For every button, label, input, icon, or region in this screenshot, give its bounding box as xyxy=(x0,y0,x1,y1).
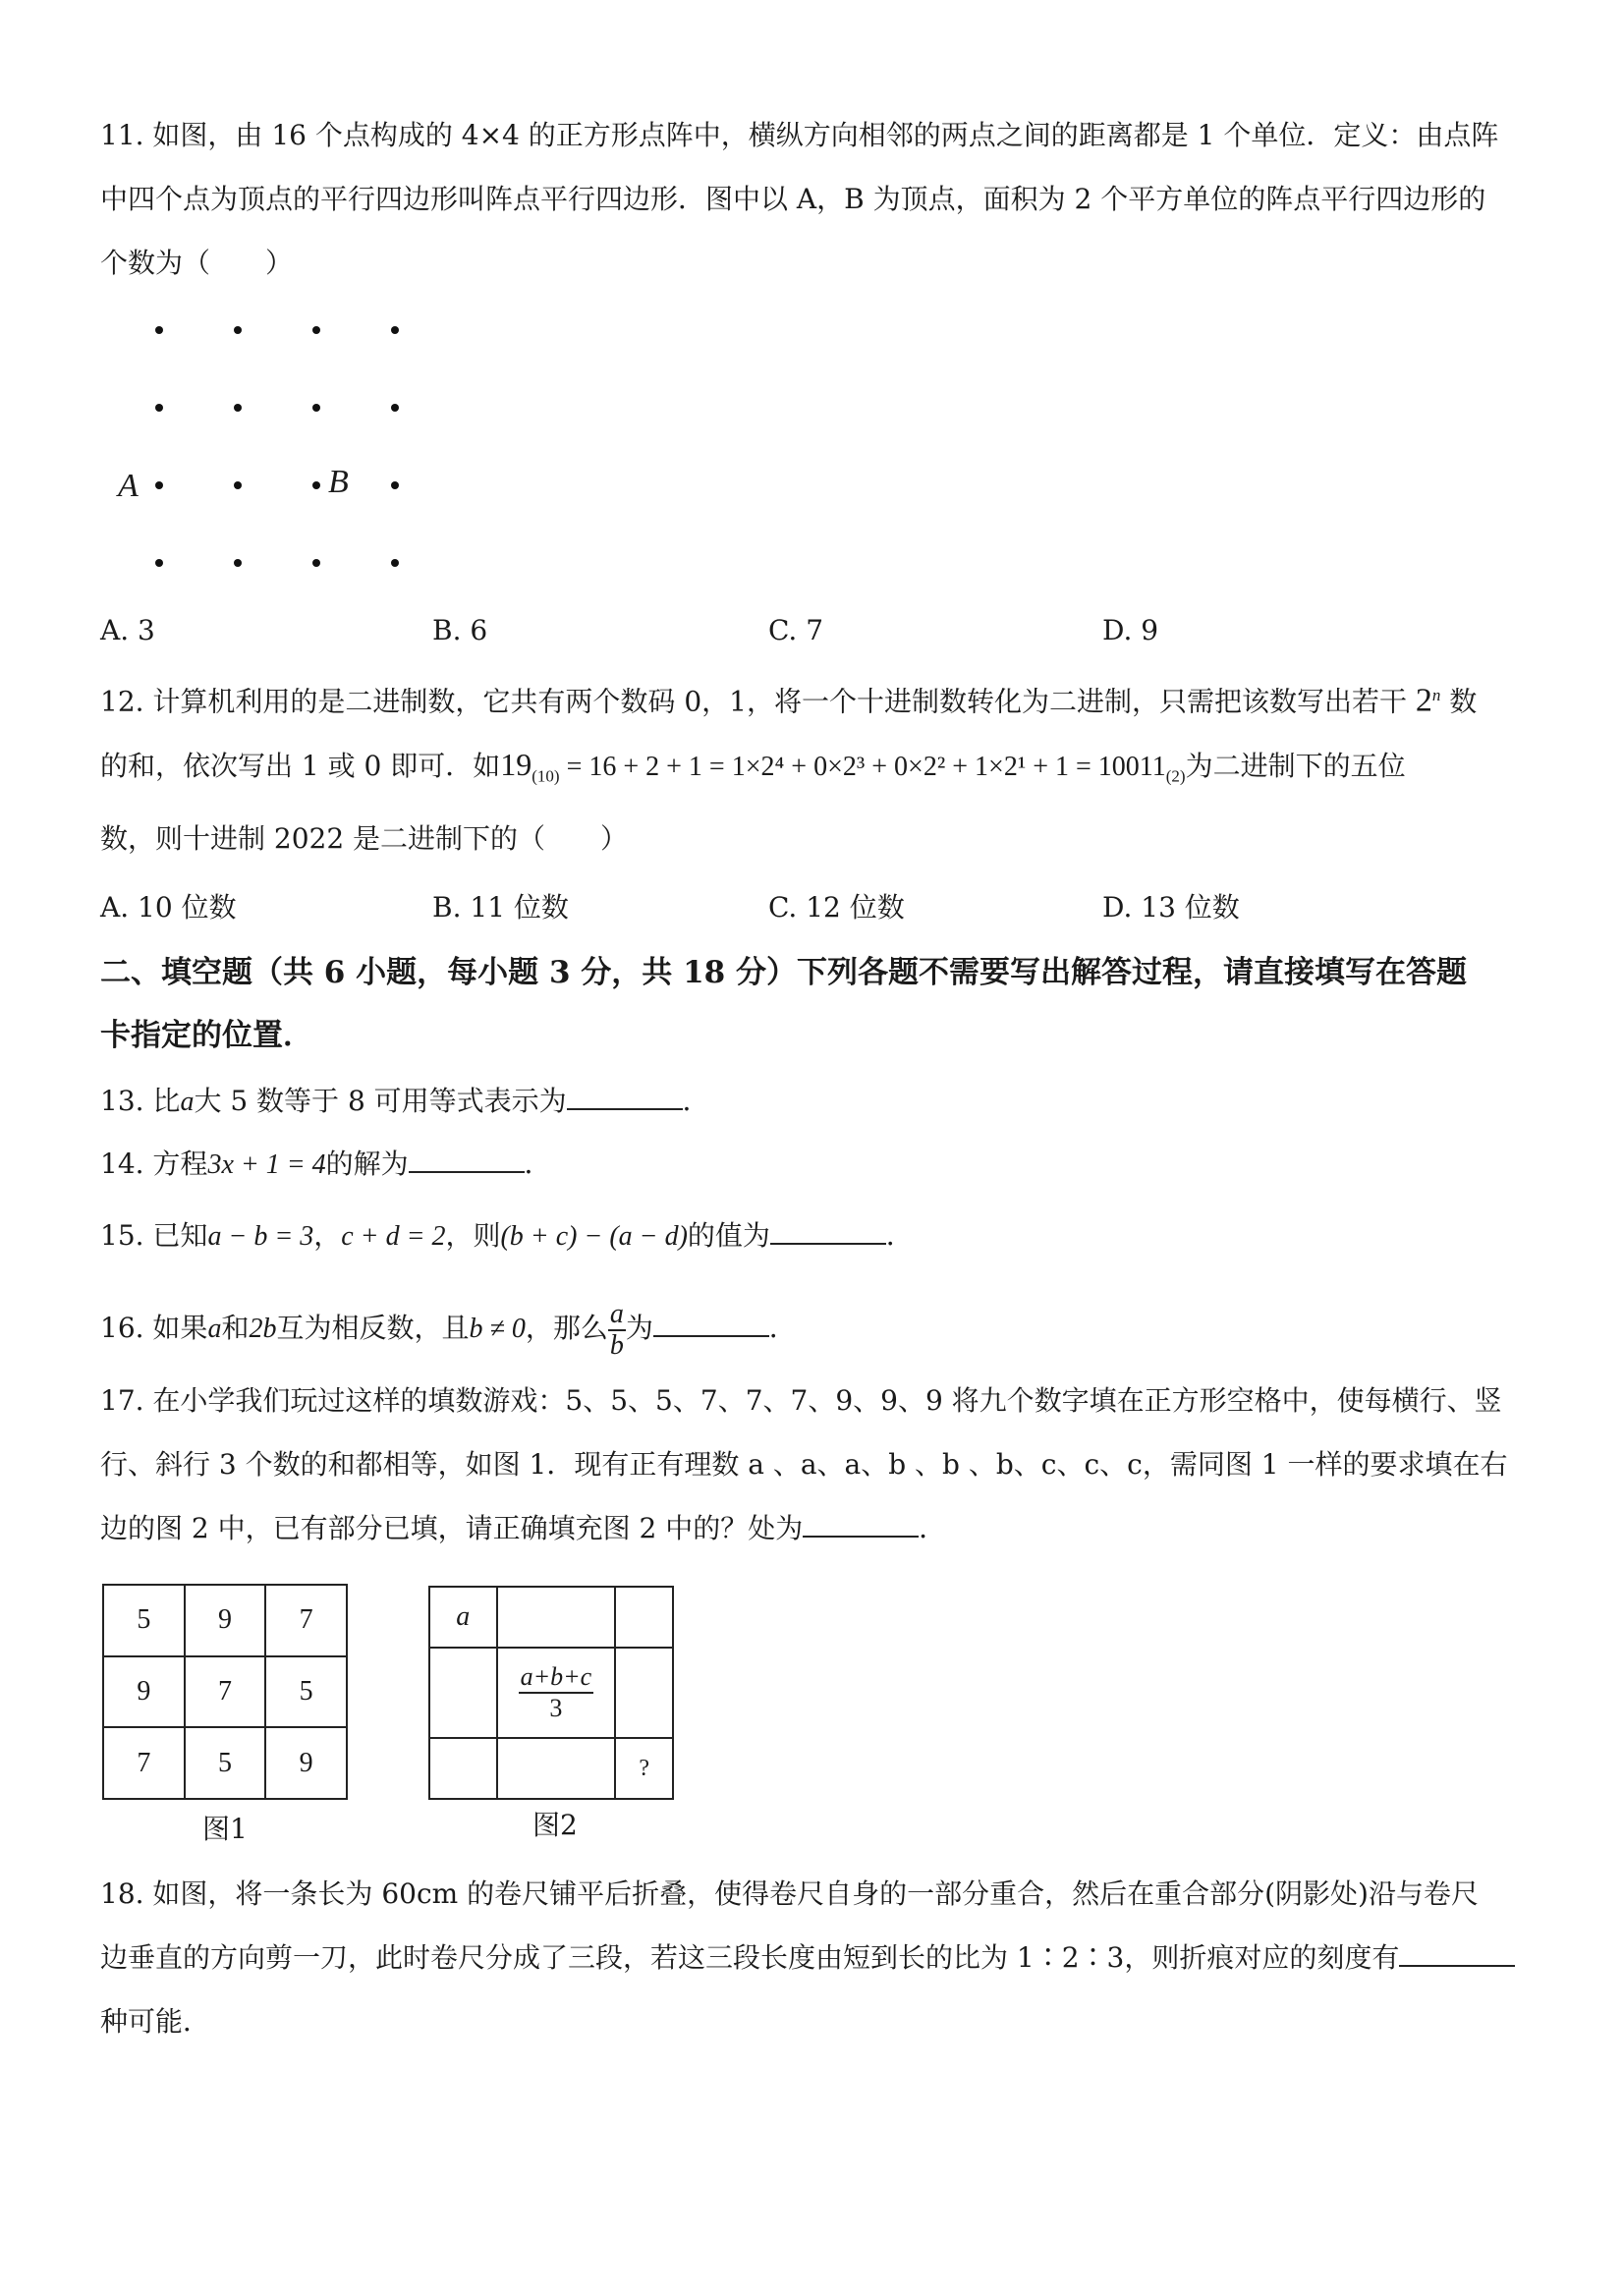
q11-option-c: C. 7 xyxy=(768,614,824,646)
fig1-cell: 5 xyxy=(265,1656,347,1728)
fig2-cell xyxy=(497,1587,616,1648)
q12-binary-expansion: = 16 + 2 + 1 = 1×2⁴ + 0×2³ + 0×2² + 1×2¹ + 1 = 10011 xyxy=(559,752,1166,782)
q12-line-3: 数，则十进制 2022 是二进制下的（ ） xyxy=(100,822,629,855)
q13: 13. 比a大 5 数等于 8 可用等式表示为 ． xyxy=(100,1085,710,1117)
fig2-center-cell: $\frac{a+b+c}{3}$ xyxy=(497,1648,616,1738)
q17-line-2: 行、斜行 3 个数的和都相等，如图 1．现有正有理数 a 、a、a、b 、b 、b、c、c、c，需同图 1 一样的要求填在右 xyxy=(100,1448,1508,1481)
q12-option-d: D. 13 位数 xyxy=(1102,891,1240,924)
fig2-cell xyxy=(615,1587,673,1648)
section-2-heading-line-1: 二、填空题（共 6 小题，每小题 3 分，共 18 分）下列各题不需要写出解答过程，请直接填写在答题 xyxy=(100,955,1468,990)
fig1-cell: 5 xyxy=(103,1585,185,1656)
q18-line-1: 18. 如图，将一条长为 60cm 的卷尺铺平后折叠，使得卷尺自身的一部分重合，然后在重合部分(阴影处)沿与卷尺 xyxy=(100,1877,1479,1910)
q17-line-1: 17. 在小学我们玩过这样的填数游戏：5、5、5、7、7、7、9、9、9 将九个数字填在正方形空格中，使每横行、竖 xyxy=(100,1384,1502,1417)
q14-answer-blank[interactable] xyxy=(409,1148,525,1173)
section-2-heading-line-2: 卡指定的位置． xyxy=(100,1018,313,1053)
q18-line-3: 种可能． xyxy=(100,2005,211,2038)
a-over-b-fraction: $\frac{a}{b}$ xyxy=(609,1298,624,1361)
q17-answer-blank[interactable] xyxy=(803,1512,919,1538)
fig1-cell: 5 xyxy=(185,1727,266,1799)
point-a-label: A xyxy=(118,468,139,504)
fig2-cell xyxy=(429,1738,497,1799)
q15-answer-blank[interactable] xyxy=(770,1219,886,1245)
fig1-cell: 9 xyxy=(265,1727,347,1799)
q11-option-b: B. 6 xyxy=(432,614,488,646)
q12-option-b: B. 11 位数 xyxy=(432,891,569,924)
fig1-cell: 7 xyxy=(185,1656,266,1728)
point-b-label: B xyxy=(328,464,349,500)
figure-1-caption: 图1 xyxy=(202,1813,248,1845)
fig2-cell xyxy=(615,1648,673,1738)
fig1-cell: 7 xyxy=(265,1585,347,1656)
q11-line-3: 个数为（ ） xyxy=(100,247,294,279)
q12-power-base: 2 xyxy=(1415,682,1432,719)
q12-line-1: 12. 计算机利用的是二进制数，它共有两个数码 0，1，将一个十进制数转化为二进制，只需把该数写出若干 2$^n$ 数 xyxy=(100,682,1478,719)
q11-line-1: 11. 如图，由 16 个点构成的 4×4 的正方形点阵中，横纵方向相邻的两点之间的距离都是 1 个单位．定义：由点阵 xyxy=(100,119,1499,151)
fig2-question-cell: ? xyxy=(615,1738,673,1799)
q14: 14. 方程3x + 1 = 4的解为 ． xyxy=(100,1148,552,1180)
q11-option-a: A. 3 xyxy=(100,614,155,646)
q12-power-exp: n xyxy=(1431,686,1441,704)
figure-2-grid xyxy=(428,1586,674,1800)
figure-1-grid xyxy=(102,1584,348,1800)
q12-option-c: C. 12 位数 xyxy=(768,891,905,924)
fig1-cell: 9 xyxy=(185,1585,266,1656)
fig2-cell: a xyxy=(429,1587,497,1648)
q13-answer-blank[interactable] xyxy=(567,1085,683,1110)
q17-line-3: 边的图 2 中，已有部分已填，请正确填充图 2 中的？处为 ． xyxy=(100,1512,947,1544)
q11-option-d: D. 9 xyxy=(1102,614,1159,646)
fig1-cell: 9 xyxy=(103,1656,185,1728)
q12-line-2: 的和，依次写出 1 或 0 即可．如$19_{(10)} = 16 + 2 + 1 = 1\times 2^4 + 0\times 2^3 + 0\times 2^2 + 1\times 2^1 + 1 = 10011_{(2)}$为二进制下的五位 xyxy=(100,747,1406,786)
fig2-cell xyxy=(497,1738,616,1799)
q12-option-a: A. 10 位数 xyxy=(100,891,237,924)
q16: 16. 如果a和2b互为相反数，且b ≠ 0，那么 $\frac{a}{b}$ 为 ． xyxy=(100,1298,797,1361)
q18-line-2: 边垂直的方向剪一刀，此时卷尺分成了三段，若这三段长度由短到长的比为 1∶2∶3，则折痕对应的刻度有 xyxy=(100,1938,1515,1978)
q16-answer-blank[interactable] xyxy=(653,1312,769,1337)
q11-line-2: 中四个点为顶点的平行四边形叫阵点平行四边形．图中以 A，B 为顶点，面积为 2 个平方单位的阵点平行四边形的 xyxy=(100,183,1486,215)
q18-answer-blank[interactable] xyxy=(1399,1941,1515,1967)
fig1-cell: 7 xyxy=(103,1727,185,1799)
q15: 15. 已知a − b = 3，c + d = 2，则(b + c) − (a − d)的值为 ． xyxy=(100,1219,914,1252)
fig2-cell xyxy=(429,1648,497,1738)
figure-2-caption: 图2 xyxy=(532,1809,578,1841)
